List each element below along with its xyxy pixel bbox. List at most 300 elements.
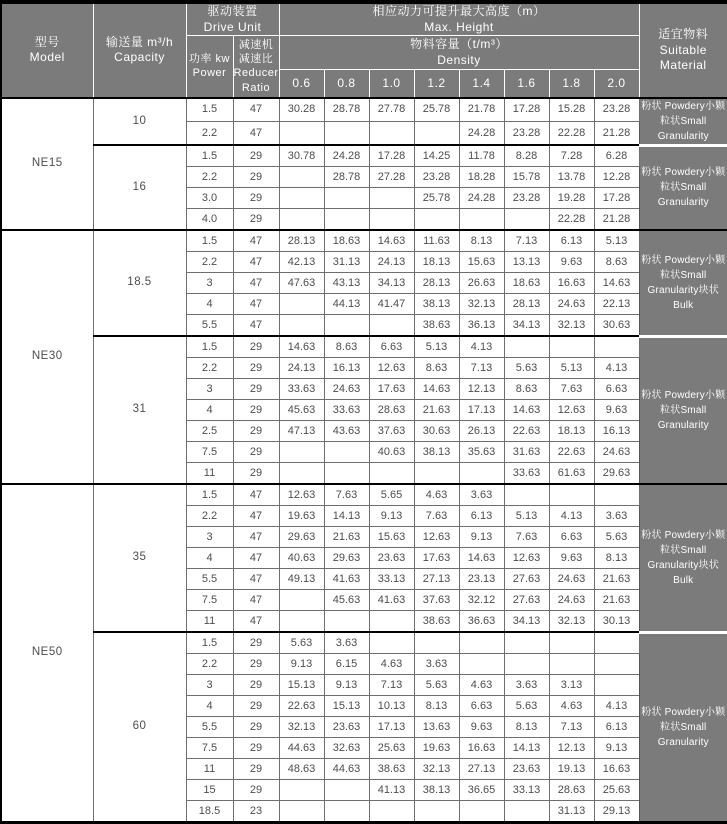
height-value-cell <box>369 801 414 823</box>
height-value-cell: 15.63 <box>369 527 414 548</box>
height-value-cell: 9.63 <box>549 252 594 273</box>
header-drive-unit-zh: 驱动装置 <box>187 4 279 20</box>
header-material-en1: Suitable <box>640 43 727 59</box>
power-cell: 4 <box>186 400 233 421</box>
height-value-cell: 29.63 <box>279 527 324 548</box>
height-value-cell: 24.28 <box>459 188 504 209</box>
height-value-cell: 31.63 <box>504 442 549 463</box>
height-value-cell: 25.78 <box>414 98 459 122</box>
height-value-cell: 17.28 <box>504 98 549 122</box>
height-value-cell: 43.13 <box>324 273 369 294</box>
ratio-cell: 29 <box>233 188 279 209</box>
header-density-zh: 物料容量（t/m³） <box>280 37 639 53</box>
height-value-cell: 38.13 <box>414 294 459 315</box>
header-density <box>279 36 639 70</box>
ratio-cell: 47 <box>233 315 279 337</box>
height-value-cell: 38.13 <box>414 780 459 801</box>
ratio-cell: 29 <box>233 209 279 231</box>
capacity-cell: 16 <box>93 145 186 230</box>
height-value-cell: 18.28 <box>459 167 504 188</box>
height-value-cell: 3.63 <box>324 632 369 654</box>
power-cell: 5.5 <box>186 569 233 590</box>
height-value-cell <box>279 780 324 801</box>
height-value-cell <box>549 632 594 654</box>
height-value-cell <box>324 121 369 145</box>
height-value-cell: 22.13 <box>594 294 639 315</box>
height-value-cell: 16.13 <box>324 358 369 379</box>
ratio-cell: 47 <box>233 484 279 506</box>
height-value-cell: 5.13 <box>504 506 549 527</box>
height-value-cell: 6.63 <box>459 696 504 717</box>
height-value-cell: 47.13 <box>279 421 324 442</box>
height-value-cell <box>324 442 369 463</box>
height-value-cell: 4.13 <box>459 336 504 358</box>
height-value-cell: 38.13 <box>414 442 459 463</box>
header-max-height-zh: 相应动力可提升最大高度（m） <box>280 4 639 20</box>
height-value-cell <box>369 632 414 654</box>
ratio-cell: 47 <box>233 230 279 252</box>
height-value-cell: 18.13 <box>414 252 459 273</box>
height-value-cell: 40.63 <box>279 548 324 569</box>
material-line: 块状 Bulk <box>673 560 719 586</box>
table-row <box>1 98 727 122</box>
height-value-cell: 4.63 <box>459 675 504 696</box>
height-value-cell: 8.63 <box>324 336 369 358</box>
material-line: Small Granularity <box>647 545 706 571</box>
height-value-cell: 23.63 <box>369 548 414 569</box>
ratio-cell: 47 <box>233 98 279 122</box>
power-cell: 4 <box>186 696 233 717</box>
height-value-cell: 47.63 <box>279 273 324 294</box>
table-row <box>1 336 727 358</box>
height-value-cell: 5.65 <box>369 484 414 506</box>
height-value-cell: 15.28 <box>549 98 594 122</box>
header-capacity-en: Capacity <box>94 50 186 66</box>
height-value-cell <box>279 442 324 463</box>
model-cell: NE15 <box>1 98 93 231</box>
height-value-cell: 33.13 <box>369 569 414 590</box>
ratio-cell: 29 <box>233 717 279 738</box>
height-value-cell <box>459 654 504 675</box>
height-value-cell: 5.13 <box>594 230 639 252</box>
header-capacity-zh: 输送量 m³/h <box>94 35 186 51</box>
height-value-cell <box>369 315 414 337</box>
header-reducer-en2: Ratio <box>234 81 279 95</box>
header-reducer-en1: Reducer <box>234 66 279 80</box>
height-value-cell <box>594 336 639 358</box>
height-value-cell: 5.13 <box>414 336 459 358</box>
height-value-cell: 32.12 <box>459 590 504 611</box>
height-value-cell: 24.28 <box>459 121 504 145</box>
power-cell: 15 <box>186 780 233 801</box>
height-value-cell: 41.47 <box>369 294 414 315</box>
height-value-cell <box>414 209 459 231</box>
height-value-cell: 15.13 <box>279 675 324 696</box>
height-value-cell: 32.13 <box>279 717 324 738</box>
height-value-cell: 32.13 <box>549 611 594 633</box>
table-row <box>1 230 727 252</box>
ratio-cell: 47 <box>233 506 279 527</box>
height-value-cell: 41.63 <box>324 569 369 590</box>
height-value-cell: 7.63 <box>414 506 459 527</box>
height-value-cell: 30.63 <box>414 421 459 442</box>
material-cell <box>639 145 727 230</box>
height-value-cell: 7.13 <box>504 230 549 252</box>
header-max-height-en: Max. Height <box>280 20 639 36</box>
height-value-cell: 3.63 <box>504 675 549 696</box>
height-value-cell: 8.28 <box>504 145 549 167</box>
height-value-cell: 21.28 <box>594 121 639 145</box>
power-cell: 5.5 <box>186 315 233 337</box>
height-value-cell <box>279 209 324 231</box>
height-value-cell: 19.28 <box>549 188 594 209</box>
height-value-cell: 45.63 <box>279 400 324 421</box>
height-value-cell: 37.63 <box>369 421 414 442</box>
height-value-cell: 6.13 <box>459 506 504 527</box>
height-value-cell <box>369 121 414 145</box>
capacity-cell: 10 <box>93 98 186 146</box>
height-value-cell: 23.63 <box>324 717 369 738</box>
header-density-1.6: 1.6 <box>504 70 549 98</box>
height-value-cell: 9.13 <box>369 506 414 527</box>
height-value-cell: 17.28 <box>594 188 639 209</box>
height-value-cell: 31.13 <box>324 252 369 273</box>
height-value-cell: 4.63 <box>549 696 594 717</box>
height-value-cell: 19.63 <box>414 738 459 759</box>
height-value-cell: 17.28 <box>369 145 414 167</box>
height-value-cell <box>459 463 504 485</box>
height-value-cell: 8.13 <box>414 696 459 717</box>
ratio-cell: 29 <box>233 379 279 400</box>
height-value-cell: 21.28 <box>594 209 639 231</box>
ratio-cell: 29 <box>233 442 279 463</box>
material-line: 粉状 Powdery <box>641 707 705 718</box>
height-value-cell: 29.13 <box>594 801 639 823</box>
height-value-cell: 32.13 <box>459 294 504 315</box>
table-header <box>1 2 727 98</box>
power-cell: 18.5 <box>186 801 233 823</box>
height-value-cell: 7.63 <box>504 527 549 548</box>
table-body <box>1 98 727 823</box>
height-value-cell <box>594 632 639 654</box>
height-value-cell: 6.28 <box>594 145 639 167</box>
power-cell: 4 <box>186 294 233 315</box>
height-value-cell: 18.63 <box>504 273 549 294</box>
material-line: Small Granularity <box>658 722 709 748</box>
power-cell: 7.5 <box>186 590 233 611</box>
height-value-cell <box>549 484 594 506</box>
ratio-cell: 29 <box>233 145 279 167</box>
height-value-cell: 19.63 <box>279 506 324 527</box>
ratio-cell: 29 <box>233 675 279 696</box>
height-value-cell: 28.78 <box>324 167 369 188</box>
height-value-cell: 23.28 <box>414 167 459 188</box>
height-value-cell: 30.78 <box>279 145 324 167</box>
header-material <box>639 2 727 98</box>
power-cell: 2.5 <box>186 421 233 442</box>
height-value-cell: 25.63 <box>369 738 414 759</box>
height-value-cell: 27.63 <box>504 590 549 611</box>
height-value-cell: 18.13 <box>549 421 594 442</box>
height-value-cell: 3.63 <box>594 506 639 527</box>
ratio-cell: 47 <box>233 294 279 315</box>
height-value-cell <box>279 121 324 145</box>
height-value-cell: 27.13 <box>459 759 504 780</box>
height-value-cell: 3.63 <box>414 654 459 675</box>
power-cell: 3 <box>186 675 233 696</box>
height-value-cell: 14.25 <box>414 145 459 167</box>
ratio-cell: 29 <box>233 654 279 675</box>
header-model-zh: 型号 <box>2 35 93 51</box>
height-value-cell: 21.63 <box>414 400 459 421</box>
height-value-cell: 43.63 <box>324 421 369 442</box>
height-value-cell: 17.63 <box>414 548 459 569</box>
height-value-cell: 7.63 <box>324 484 369 506</box>
height-value-cell <box>414 801 459 823</box>
height-value-cell: 5.13 <box>549 358 594 379</box>
ratio-cell: 29 <box>233 421 279 442</box>
height-value-cell: 38.63 <box>414 315 459 337</box>
height-value-cell: 38.63 <box>414 611 459 633</box>
power-cell: 11 <box>186 759 233 780</box>
height-value-cell: 7.13 <box>369 675 414 696</box>
power-cell: 2.2 <box>186 654 233 675</box>
height-value-cell: 6.63 <box>594 379 639 400</box>
material-line: 小颗粒状 <box>660 167 725 193</box>
height-value-cell: 17.13 <box>459 400 504 421</box>
height-value-cell: 7.13 <box>549 717 594 738</box>
height-value-cell: 9.63 <box>459 717 504 738</box>
height-value-cell: 22.63 <box>279 696 324 717</box>
material-line: 小颗粒状 <box>660 101 725 127</box>
ratio-cell: 47 <box>233 590 279 611</box>
height-value-cell: 14.63 <box>279 336 324 358</box>
height-value-cell <box>594 654 639 675</box>
power-cell: 1.5 <box>186 98 233 122</box>
material-line: 小颗粒状 <box>660 707 725 733</box>
height-value-cell: 28.78 <box>324 98 369 122</box>
height-value-cell: 33.63 <box>324 400 369 421</box>
height-value-cell: 6.15 <box>324 654 369 675</box>
ratio-cell: 47 <box>233 527 279 548</box>
ratio-cell: 29 <box>233 167 279 188</box>
height-value-cell: 19.13 <box>549 759 594 780</box>
height-value-cell: 49.13 <box>279 569 324 590</box>
height-value-cell <box>279 463 324 485</box>
height-value-cell: 33.63 <box>279 379 324 400</box>
height-value-cell <box>369 188 414 209</box>
header-reducer-zh2: 减速比 <box>234 52 279 66</box>
header-capacity <box>93 2 186 98</box>
height-value-cell <box>279 590 324 611</box>
power-cell: 11 <box>186 611 233 633</box>
power-cell: 2.2 <box>186 167 233 188</box>
height-value-cell: 21.78 <box>459 98 504 122</box>
height-value-cell: 30.63 <box>594 315 639 337</box>
power-cell: 3 <box>186 379 233 400</box>
height-value-cell: 22.63 <box>549 442 594 463</box>
height-value-cell: 9.13 <box>279 654 324 675</box>
height-value-cell: 28.13 <box>279 230 324 252</box>
height-value-cell <box>369 209 414 231</box>
header-power <box>186 36 233 98</box>
height-value-cell <box>504 484 549 506</box>
height-value-cell: 14.13 <box>504 738 549 759</box>
height-value-cell: 32.13 <box>414 759 459 780</box>
power-cell: 3.0 <box>186 188 233 209</box>
height-value-cell: 26.63 <box>459 273 504 294</box>
height-value-cell: 13.78 <box>549 167 594 188</box>
height-value-cell: 35.63 <box>459 442 504 463</box>
height-value-cell: 44.63 <box>324 759 369 780</box>
height-value-cell <box>324 780 369 801</box>
height-value-cell: 9.63 <box>594 400 639 421</box>
height-value-cell: 22.63 <box>504 421 549 442</box>
capacity-cell: 18.5 <box>93 230 186 336</box>
header-density-0.8: 0.8 <box>324 70 369 98</box>
ratio-cell: 29 <box>233 632 279 654</box>
table-row <box>1 632 727 654</box>
power-cell: 4.0 <box>186 209 233 231</box>
capacity-cell: 60 <box>93 632 186 823</box>
height-value-cell <box>324 209 369 231</box>
height-value-cell: 8.63 <box>504 379 549 400</box>
height-value-cell: 8.63 <box>414 358 459 379</box>
ratio-cell: 29 <box>233 336 279 358</box>
header-density-1.2: 1.2 <box>414 70 459 98</box>
height-value-cell: 22.28 <box>549 121 594 145</box>
height-value-cell: 9.13 <box>594 738 639 759</box>
height-value-cell: 5.63 <box>504 358 549 379</box>
height-value-cell: 45.63 <box>324 590 369 611</box>
height-value-cell <box>279 188 324 209</box>
height-value-cell: 24.63 <box>549 569 594 590</box>
height-value-cell: 17.63 <box>369 379 414 400</box>
height-value-cell: 40.63 <box>369 442 414 463</box>
height-value-cell: 15.63 <box>459 252 504 273</box>
height-value-cell: 23.28 <box>594 98 639 122</box>
height-value-cell: 23.13 <box>459 569 504 590</box>
header-density-0.6: 0.6 <box>279 70 324 98</box>
table-row <box>1 145 727 167</box>
material-line: Small Granularity <box>658 182 709 208</box>
height-value-cell: 24.13 <box>279 358 324 379</box>
height-value-cell <box>279 315 324 337</box>
height-value-cell: 16.63 <box>459 738 504 759</box>
capacity-cell: 35 <box>93 484 186 632</box>
height-value-cell: 10.13 <box>369 696 414 717</box>
height-value-cell: 16.13 <box>594 421 639 442</box>
power-cell: 1.5 <box>186 632 233 654</box>
height-value-cell: 30.13 <box>594 611 639 633</box>
height-value-cell: 6.13 <box>549 230 594 252</box>
height-value-cell: 28.13 <box>414 273 459 294</box>
header-density-1.8: 1.8 <box>549 70 594 98</box>
height-value-cell: 61.63 <box>549 463 594 485</box>
material-line: 粉状 Powdery <box>641 390 705 401</box>
height-value-cell: 13.13 <box>504 252 549 273</box>
height-value-cell: 5.63 <box>414 675 459 696</box>
material-cell <box>639 484 727 632</box>
power-cell: 1.5 <box>186 145 233 167</box>
power-cell: 4 <box>186 548 233 569</box>
height-value-cell: 23.28 <box>504 188 549 209</box>
height-value-cell <box>504 632 549 654</box>
table-row <box>1 484 727 506</box>
height-value-cell: 9.63 <box>549 548 594 569</box>
height-value-cell: 14.13 <box>324 506 369 527</box>
ratio-cell: 47 <box>233 273 279 294</box>
height-value-cell <box>324 188 369 209</box>
material-line: 粉状 Powdery <box>641 167 705 178</box>
height-value-cell: 14.63 <box>594 273 639 294</box>
height-value-cell: 41.63 <box>369 590 414 611</box>
height-value-cell: 27.13 <box>414 569 459 590</box>
height-value-cell: 13.63 <box>414 717 459 738</box>
height-value-cell: 17.13 <box>369 717 414 738</box>
height-value-cell: 12.13 <box>459 379 504 400</box>
height-value-cell: 37.63 <box>414 590 459 611</box>
power-cell: 1.5 <box>186 230 233 252</box>
height-value-cell: 34.13 <box>369 273 414 294</box>
height-value-cell: 12.63 <box>504 548 549 569</box>
height-value-cell: 3.63 <box>459 484 504 506</box>
height-value-cell <box>459 801 504 823</box>
height-value-cell: 5.63 <box>594 527 639 548</box>
power-cell: 7.5 <box>186 738 233 759</box>
header-drive-unit <box>186 2 279 36</box>
height-value-cell: 14.63 <box>504 400 549 421</box>
material-cell <box>639 632 727 823</box>
height-value-cell: 16.63 <box>549 273 594 294</box>
height-value-cell: 14.63 <box>414 379 459 400</box>
height-value-cell: 23.63 <box>504 759 549 780</box>
height-value-cell: 36.63 <box>459 611 504 633</box>
height-value-cell <box>324 463 369 485</box>
height-value-cell: 33.63 <box>504 463 549 485</box>
height-value-cell: 29.63 <box>594 463 639 485</box>
height-value-cell: 41.13 <box>369 780 414 801</box>
height-value-cell: 5.63 <box>504 696 549 717</box>
height-value-cell: 30.28 <box>279 98 324 122</box>
height-value-cell: 22.28 <box>549 209 594 231</box>
height-value-cell: 14.63 <box>459 548 504 569</box>
height-value-cell: 34.13 <box>504 611 549 633</box>
material-line: 小颗粒状 <box>660 390 725 416</box>
height-value-cell: 4.63 <box>414 484 459 506</box>
height-value-cell <box>279 294 324 315</box>
height-value-cell <box>414 463 459 485</box>
header-power-zh: 功率 kw <box>187 52 233 66</box>
height-value-cell <box>594 675 639 696</box>
height-value-cell: 34.13 <box>504 315 549 337</box>
height-value-cell: 3.13 <box>549 675 594 696</box>
height-value-cell <box>549 654 594 675</box>
height-value-cell: 14.63 <box>369 230 414 252</box>
height-value-cell: 12.63 <box>369 358 414 379</box>
height-value-cell: 31.13 <box>549 801 594 823</box>
material-cell <box>639 336 727 484</box>
power-cell: 2.2 <box>186 506 233 527</box>
height-value-cell: 24.13 <box>369 252 414 273</box>
height-value-cell <box>279 167 324 188</box>
power-cell: 3 <box>186 527 233 548</box>
height-value-cell: 7.28 <box>549 145 594 167</box>
height-value-cell: 28.13 <box>504 294 549 315</box>
material-line: Small Granularity <box>658 405 709 431</box>
height-value-cell: 27.28 <box>369 167 414 188</box>
power-cell: 2.2 <box>186 358 233 379</box>
